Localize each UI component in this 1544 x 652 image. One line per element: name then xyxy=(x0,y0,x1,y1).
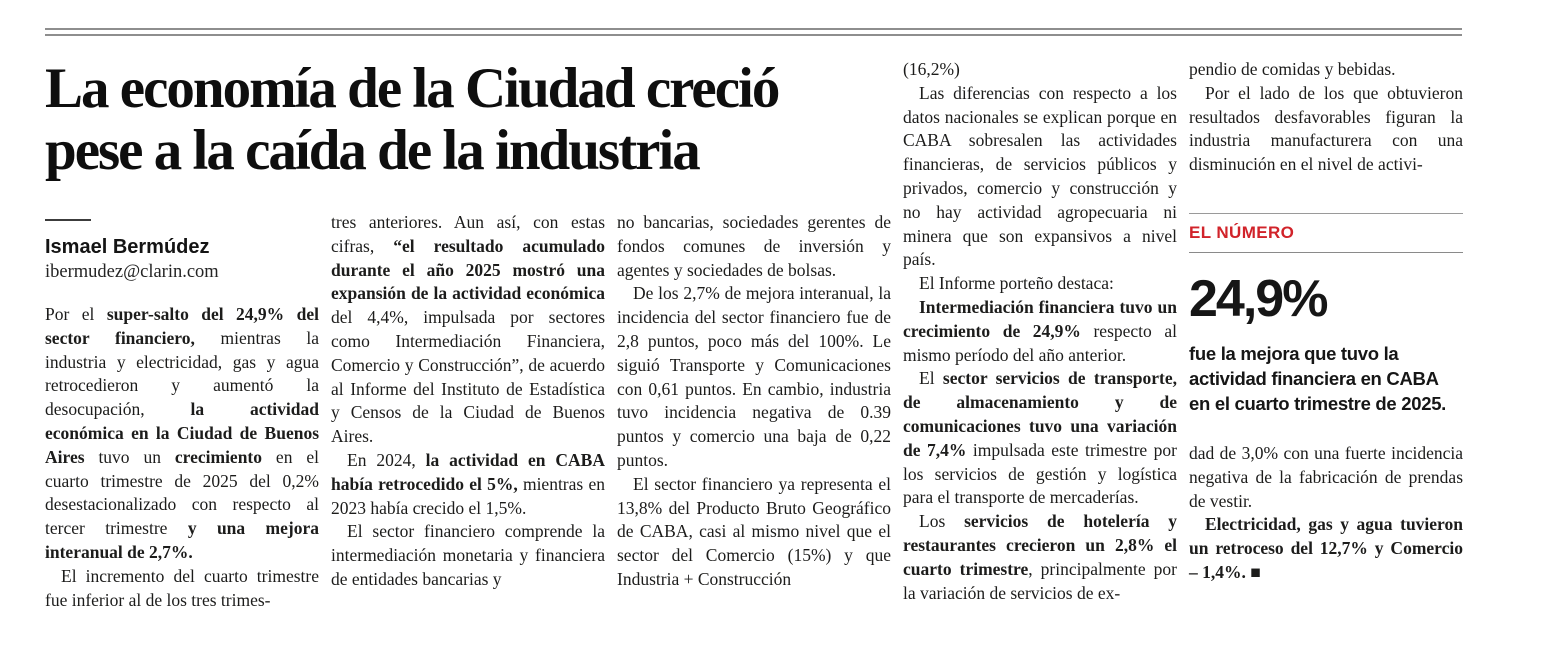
article-paragraph: Los servicios de hotelería y restaurantes crecieron un 2,8% el cuarto trimestre, principalmente por la variación de servicios de ex- xyxy=(903,511,1178,603)
article-paragraph: Electricidad, gas y agua tuvieron un retroceso del 12,7% y Comercio – 1,4%. ■ xyxy=(1189,514,1463,582)
article-paragraph: El Informe porteño destaca: xyxy=(919,273,1114,294)
article-column-4 xyxy=(903,58,1177,605)
article-column-5-top xyxy=(1189,58,1463,177)
article-paragraph: Por el super-salto del 24,9% del sector financiero, mientras la industria y electricidad, gas y agua retrocedieron y aumentó la desocupación, la actividad económica en la Ciudad de Buenos Aires tuvo un crecimiento en el cuarto trimestre de 2025 del 0,2% desestacionalizado con respecto al tercer trimestre y una mejora interanual de 2,7%. xyxy=(45,304,319,562)
byline-author: Ismael Bermúdez xyxy=(45,236,210,258)
article-paragraph: tres anteriores. Aun así, con estas cifras, “el resultado acumulado durante el año 2025 mostró una expansión de la actividad económica del 4,4%, impulsada por sectores como Intermediación Financiera, Comercio y Construcción”, de acuerdo al Informe del Instituto de Estadística y Censos de la Ciudad de Buenos Aires. xyxy=(331,212,605,447)
top-double-rule xyxy=(45,28,1462,36)
article-paragraph: Las diferencias con respecto a los datos nacionales se explican porque en CABA sobresalen las actividades financieras, de servicios públicos y privados, comercio y construcción y no hay actividad agropecuaria ni minera que son expansivos a nivel país. xyxy=(903,82,1177,270)
article-column-5-bottom xyxy=(1189,442,1463,585)
article-paragraph: pendio de comidas y bebidas. xyxy=(1189,59,1396,79)
article-paragraph: Intermediación financiera tuvo un crecimiento de 24,9% respecto al mismo período del año anterior. xyxy=(903,296,1177,365)
article-paragraph: dad de 3,0% con una fuerte incidencia negativa de la fabricación de prendas de vestir. xyxy=(1189,443,1463,511)
article-headline xyxy=(45,58,925,182)
el-numero-box xyxy=(1189,213,1463,416)
article-column-3 xyxy=(617,211,891,592)
article-paragraph: Por el lado de los que obtuvieron resultados desfavorables figuran la industria manufacturera con una disminución en el nivel de activi- xyxy=(1189,82,1463,175)
article-paragraph: El sector servicios de transporte, de almacenamiento y de comunicaciones tuvo una variación de 7,4% impulsada este trimestre por los servicios de gestión y logística para el transporte de mercaderías. xyxy=(903,368,1178,508)
el-numero-label: EL NÚMERO xyxy=(1189,214,1463,253)
byline-email: ibermudez@clarin.com xyxy=(45,262,219,282)
article-column-1 xyxy=(45,303,319,612)
article-paragraph: De los 2,7% de mejora interanual, la incidencia del sector financiero fue de 2,8 puntos, poco más del 100%. Le siguió Transporte y Comunicaciones con 0,61 puntos. En cambio, industria tuvo incidencia negativa de 0.39 puntos y comercio una baja de 0,22 puntos. xyxy=(617,283,891,470)
article-paragraph: En 2024, la actividad en CABA había retrocedido el 5%, mientras en 2023 había crecido el 1,5%. xyxy=(331,449,605,518)
article-paragraph: El incremento del cuarto trimestre fue inferior al de los tres trimes- xyxy=(45,565,319,610)
article-column-2 xyxy=(331,211,605,592)
el-numero-value: 24,9% xyxy=(1189,270,1327,328)
el-numero-caption: fue la mejora que tuvo la actividad financiera en CABA en el cuarto trimestre de 2025. xyxy=(1189,343,1447,414)
article-paragraph: El sector financiero comprende la intermediación monetaria y financiera de entidades bancarias y xyxy=(331,521,605,589)
byline xyxy=(45,219,319,285)
article-paragraph: El sector financiero ya representa el 13,8% del Producto Bruto Geográfico de CABA, casi al mismo nivel que el sector del Comercio (15%) y que Industria + Construcción xyxy=(617,473,891,589)
byline-rule xyxy=(45,219,91,221)
article-paragraph: no bancarias, sociedades gerentes de fondos comunes de inversión y agentes y sociedades de bolsas. xyxy=(617,212,891,280)
article-paragraph: (16,2%) xyxy=(903,59,960,79)
headline-line-2: pese a la caída de la industria xyxy=(45,119,699,182)
headline-line-1: La economía de la Ciudad creció xyxy=(45,57,779,120)
